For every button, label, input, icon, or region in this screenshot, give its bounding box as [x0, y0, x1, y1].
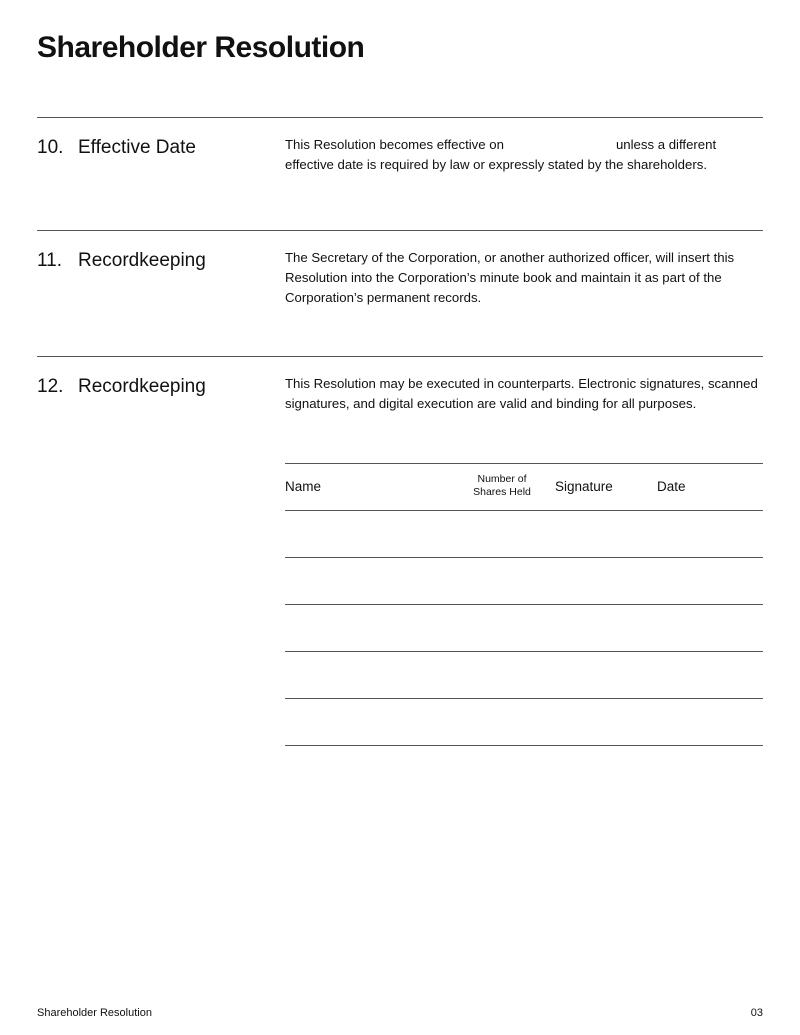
section-number: 12.	[37, 376, 64, 397]
signature-table-header	[285, 463, 763, 511]
section-counterparts	[37, 356, 763, 411]
column-header-date: Date	[657, 479, 686, 494]
column-header-signature: Signature	[555, 479, 613, 494]
section-title: Recordkeeping	[78, 250, 206, 271]
footer-document-title: Shareholder Resolution	[37, 1007, 152, 1019]
section-effective-date	[37, 117, 763, 172]
section-body	[285, 135, 765, 175]
signature-table-row[interactable]	[285, 652, 763, 699]
signature-table-row[interactable]	[285, 511, 763, 558]
signature-table-row[interactable]	[285, 558, 763, 605]
section-body-text-continued: unless a different effective date is required by law or expressly stated by the shareholders.	[285, 137, 717, 172]
column-header-name: Name	[285, 479, 322, 494]
section-body-text: This Resolution becomes effective on	[285, 137, 504, 152]
section-number: 11.	[37, 250, 63, 271]
signature-table-row[interactable]	[285, 605, 763, 652]
section-recordkeeping	[37, 230, 763, 305]
section-title: Recordkeeping	[78, 376, 206, 397]
section-title: Effective Date	[78, 137, 196, 158]
page-title: Shareholder Resolution	[37, 31, 365, 64]
footer-page-number: 03	[750, 1007, 763, 1019]
column-header-shares-line2: Shares Held	[473, 486, 531, 498]
signature-table	[285, 463, 763, 746]
signature-table-row[interactable]	[285, 699, 763, 746]
column-header-shares	[465, 473, 539, 499]
section-body: This Resolution may be executed in counterparts. Electronic signatures, scanned signatures, and digital execution are valid and binding for all purposes.	[285, 376, 758, 411]
section-number: 10.	[37, 137, 64, 158]
section-body: The Secretary of the Corporation, or another authorized officer, will insert this Resolution into the Corporation’s minute book and maintain it as part of the Corporation’s permanent records.	[285, 250, 735, 305]
column-header-shares-line1: Number of	[477, 473, 527, 485]
